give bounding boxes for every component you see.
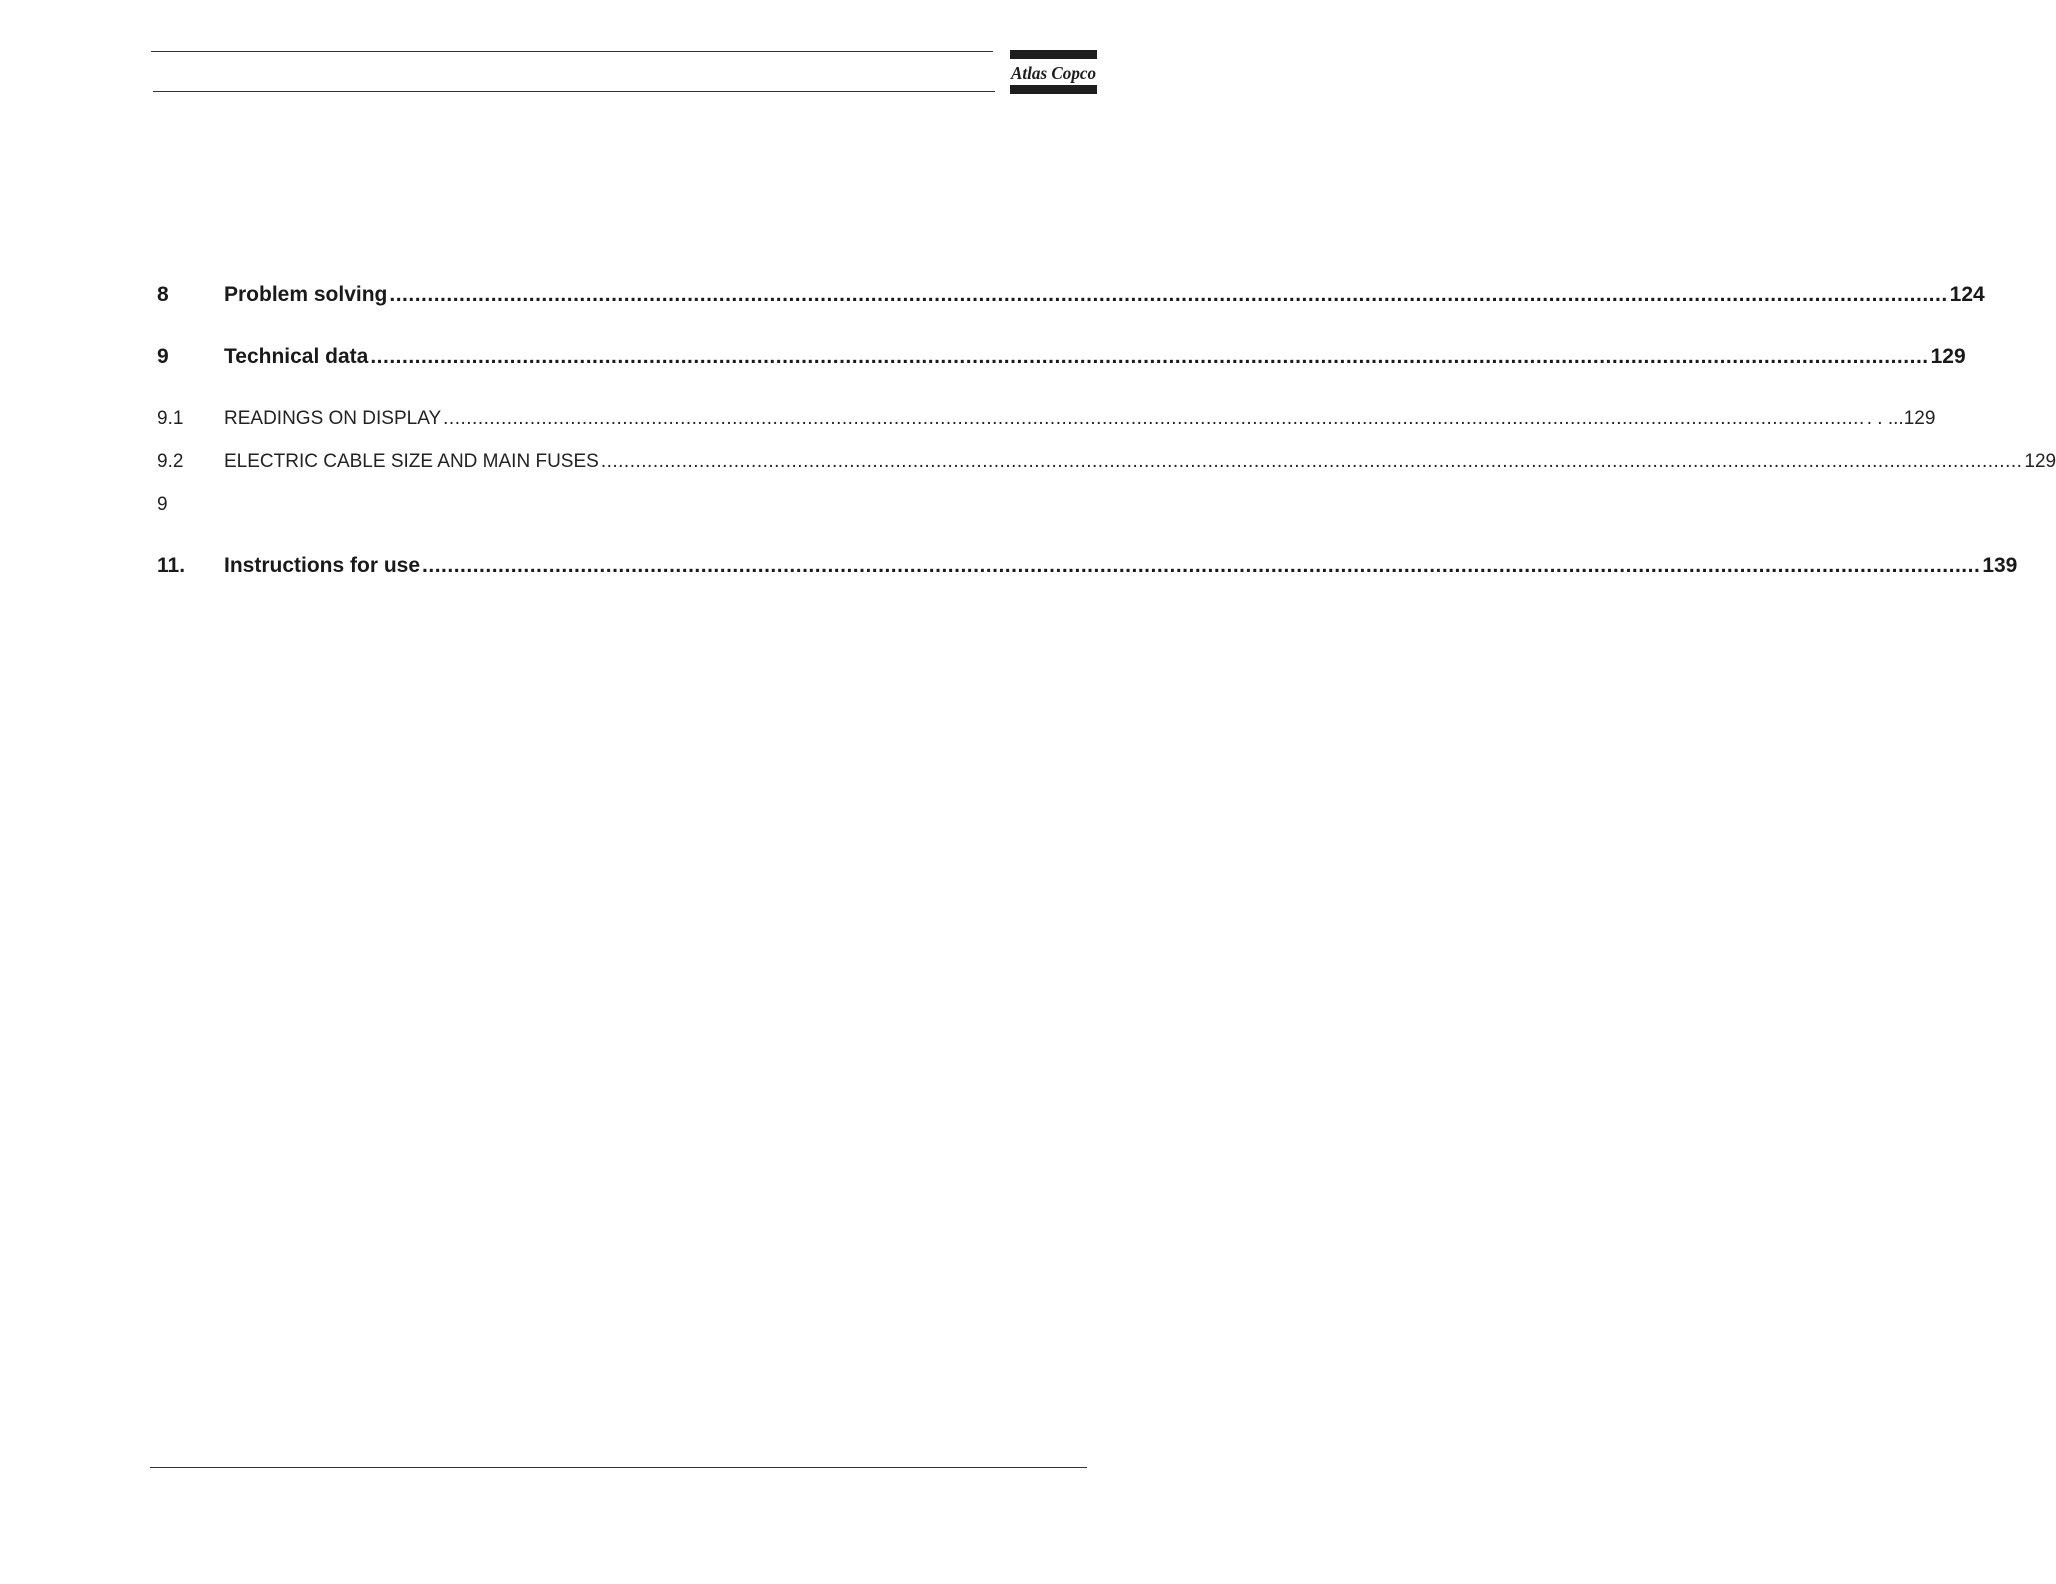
toc-entry-readings-on-display[interactable] bbox=[157, 408, 1936, 430]
toc-leader-dots: ...................................................................................................................................................................................................................................................... bbox=[443, 408, 1865, 429]
logo-text: Atlas Copco bbox=[1010, 63, 1096, 83]
toc-entry-instructions-for-use[interactable] bbox=[157, 554, 2018, 578]
toc-entry-number: 9.2 bbox=[157, 451, 184, 472]
toc-leader-dots: ...................................................................................................................................................................................................................................................... bbox=[370, 345, 1929, 368]
toc-leader-dots: ...................................................................................................................................................................................................................................................... bbox=[422, 554, 1981, 577]
logo-wordmark bbox=[1010, 62, 1097, 84]
toc-entry-title: READINGS ON DISPLAY bbox=[224, 408, 442, 429]
toc-entry-title: Problem solving bbox=[224, 283, 388, 306]
toc-entry-number: 9 bbox=[157, 494, 168, 515]
logo-bar-top bbox=[1010, 50, 1097, 59]
toc-leader-dots: ...................................................................................................................................................................................................................................................... bbox=[389, 283, 1948, 306]
toc-leader-dots: ...................................................................................................................................................................................................................................................... bbox=[600, 451, 2023, 472]
toc-entry-number: 9.1 bbox=[157, 408, 184, 429]
toc-entry-title: Technical data bbox=[224, 345, 369, 368]
toc-entry-number: 8 bbox=[157, 283, 169, 306]
footer-rule bbox=[150, 1467, 1087, 1468]
toc-entry-title: ELECTRIC CABLE SIZE AND MAIN FUSES bbox=[224, 451, 599, 472]
toc-entry-number-only bbox=[157, 494, 1086, 516]
logo-bar-bottom bbox=[1010, 85, 1097, 94]
toc-entry-title: Instructions for use bbox=[224, 554, 421, 577]
header-rule-top bbox=[151, 51, 993, 52]
toc-entry-electric-cable-size[interactable] bbox=[157, 451, 2056, 473]
toc-entry-page: 129 bbox=[1930, 345, 1966, 368]
toc-entry-page: 129 bbox=[2024, 451, 2056, 472]
atlas-copco-logo bbox=[1010, 50, 1097, 94]
toc-entry-page: 139 bbox=[1982, 554, 2018, 577]
toc-entry-technical-data[interactable] bbox=[157, 345, 1966, 369]
header-rule-bottom bbox=[153, 91, 995, 92]
toc-entry-number: 11. bbox=[157, 554, 186, 577]
toc-entry-problem-solving[interactable] bbox=[157, 283, 1985, 307]
toc-entry-number: 9 bbox=[157, 345, 169, 368]
toc-entry-page: . . ...129 bbox=[1866, 408, 1936, 429]
toc-entry-page: 124 bbox=[1949, 283, 1985, 306]
